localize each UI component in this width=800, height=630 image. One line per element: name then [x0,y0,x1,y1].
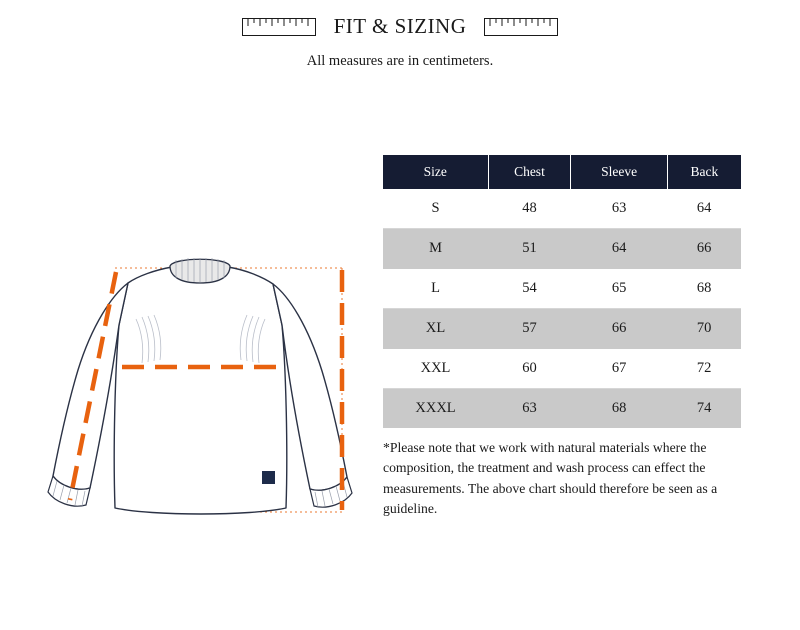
cell-size: XXXL [383,389,488,429]
cell-back: 72 [667,349,741,389]
logo-patch [262,471,275,484]
column-header-size: Size [383,155,488,189]
cell-chest: 48 [488,189,571,229]
cell-back: 64 [667,189,741,229]
page-subtitle: All measures are in centimeters. [306,53,494,69]
table-row [383,389,741,429]
cell-size: XXL [383,349,488,389]
cell-chest: 57 [488,309,571,349]
table-row [383,269,741,309]
cell-back: 68 [667,269,741,309]
disclaimer-note: *Please note that we work with natural materials where the composition, the treatment and wash process can effect the measurements. The above chart should therefore be seen as a guideline. [383,440,718,516]
cell-chest: 63 [488,389,571,429]
cell-back: 74 [667,389,741,429]
table-row [383,309,741,349]
cell-sleeve: 67 [571,349,667,389]
cell-chest: 60 [488,349,571,389]
cell-back: 66 [667,229,741,269]
page-header [0,0,800,70]
cell-back: 70 [667,309,741,349]
table-row [383,349,741,389]
content-area [0,70,800,630]
table-header-row [383,155,741,189]
cell-chest: 51 [488,229,571,269]
cell-size: L [383,269,488,309]
cell-sleeve: 65 [571,269,667,309]
size-table-wrapper [383,155,741,428]
table-row [383,189,741,229]
cell-sleeve: 64 [571,229,667,269]
sweater-technical-drawing [20,120,380,540]
column-header-back: Back [667,155,741,189]
ruler-icon-right [484,17,558,37]
ruler-icon [242,17,316,37]
table-row [383,229,741,269]
title-row [0,14,800,39]
column-header-sleeve: Sleeve [571,155,667,189]
cell-sleeve: 66 [571,309,667,349]
cell-size: XL [383,309,488,349]
cell-size: S [383,189,488,229]
cell-chest: 54 [488,269,571,309]
cell-size: M [383,229,488,269]
size-table [383,155,741,428]
page-title: FIT & SIZING [333,14,467,38]
column-header-chest: Chest [488,155,571,189]
cell-sleeve: 68 [571,389,667,429]
cell-sleeve: 63 [571,189,667,229]
